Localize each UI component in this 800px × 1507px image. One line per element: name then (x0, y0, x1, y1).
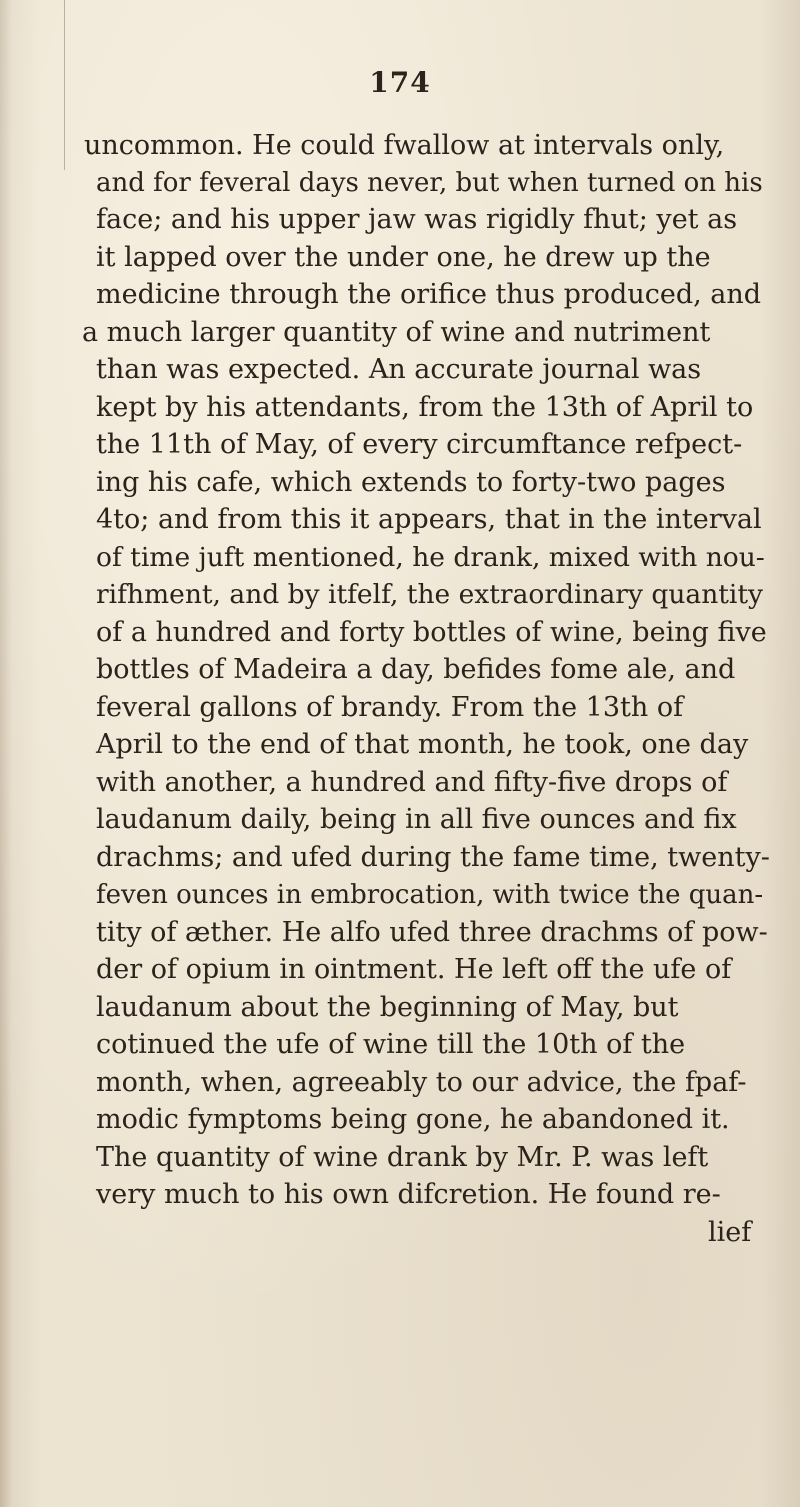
text-line: kept by his attendants, from the 13th of April to (96, 392, 754, 423)
text-line: a much larger quantity of wine and nutriment (82, 317, 711, 348)
text-line: very much to his own difcretion. He found re- (96, 1179, 721, 1210)
text-line: rifhment, and by itfelf, the extraordinary quantity (96, 579, 764, 610)
text-line: feven ounces in embrocation, with twice the quan- (96, 880, 764, 910)
text-line: face; and his upper jaw was rigidly fhut; yet as (96, 204, 738, 235)
text-line: feveral gallons of brandy. From the 13th of (96, 692, 684, 723)
text-line: with another, a hundred and fifty-five drops of (96, 767, 728, 798)
text-line: April to the end of that month, he took, one day (96, 729, 749, 760)
text-line: laudanum about the beginning of May, but (96, 992, 679, 1023)
text-line: uncommon. He could fwallow at intervals only, (84, 130, 725, 161)
text-line: and for feveral days never, but when turned on his (96, 168, 763, 198)
text-line: than was expected. An accurate journal was (96, 354, 702, 385)
page-number: 174 (369, 66, 431, 99)
text-line: month, when, agreeably to our advice, the fpaf- (96, 1067, 747, 1098)
text-line: cotinued the ufe of wine till the 10th of the (96, 1029, 686, 1060)
text-line: bottles of Madeira a day, befides fome ale, and (96, 654, 736, 685)
text-line: tity of æther. He alfo ufed three drachms of pow- (96, 917, 768, 948)
text-line: der of opium in ointment. He left off the ufe of (96, 954, 732, 985)
text-line: lief (708, 1217, 752, 1248)
text-line: of time juft mentioned, he drank, mixed with nou- (96, 542, 765, 573)
text-line: ing his cafe, which extends to forty-two pages (96, 467, 726, 498)
text-line: drachms; and ufed during the fame time, twenty- (96, 842, 770, 873)
text-line: modic fymptoms being gone, he abandoned it. (96, 1104, 730, 1135)
text-line: the 11th of May, of every circumftance refpect- (96, 429, 743, 460)
text-line: it lapped over the under one, he drew up the (96, 242, 711, 273)
text-line: The quantity of wine drank by Mr. P. was left (96, 1142, 709, 1173)
text-line: laudanum daily, being in all five ounces and fix (96, 804, 737, 835)
text-line: medicine through the orifice thus produced, and (96, 279, 762, 310)
text-line: 4to; and from this it appears, that in the interval (96, 504, 762, 535)
text-line: of a hundred and forty bottles of wine, being five (96, 617, 767, 648)
